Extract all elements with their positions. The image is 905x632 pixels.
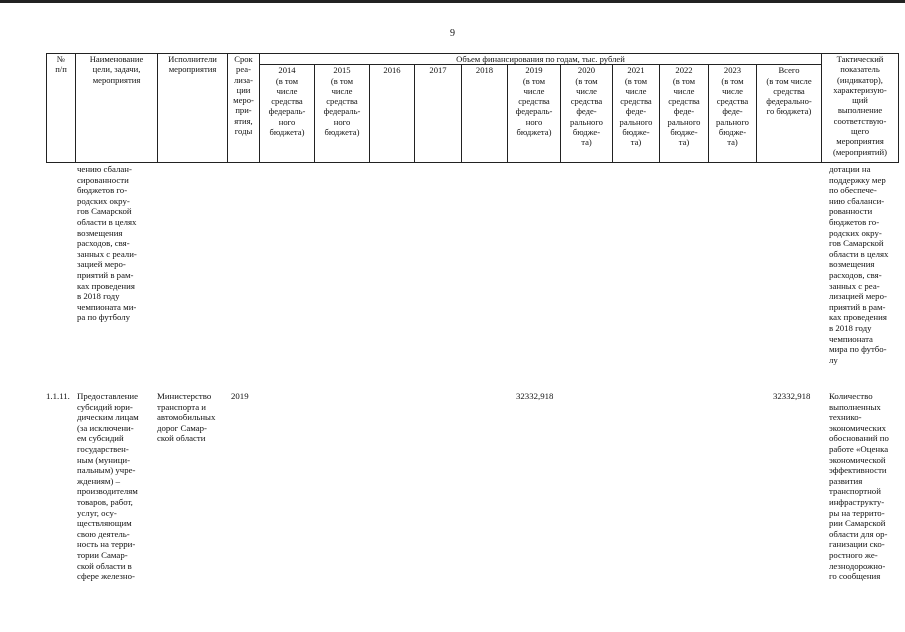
header-year-2022: 2022 (в том числе средства феде- рального бюдже- та) — [660, 65, 709, 163]
header-year-2021: 2021 (в том числе средства феде- рального бюдже- та) — [613, 65, 660, 163]
page-number: 9 — [450, 28, 455, 39]
header-period: Срок реа- лиза- ции меро- при- ятия, годы — [228, 54, 260, 163]
row2-num: 1.1.11. — [46, 391, 70, 401]
row2-amount-total: 32332,918 — [773, 391, 811, 401]
header-year-2015: 2015 (в том числе средства федераль- ного бюджета) — [315, 65, 370, 163]
row2-indicator: Количество выполненных технико- экономических обоснований по работе «Оценка экономической эффективности развития транспортной инфраструкту- ры на террито- рии Самарской области для ор- ганизации ско- ростного же- лезнодорожно- го сообщения — [829, 391, 889, 582]
header-year-2019: 2019 (в том числе средства федераль- ного бюджета) — [508, 65, 561, 163]
row1-name: чению сбалан- сированности бюджетов го- родских окру- гов Самарской области в целях возмещения расходов, свя- занных с реали- зацией меро- приятий в рам- ках проведения в 2018 году чемпионата ми- ра по футболу — [77, 164, 137, 323]
header-year-2016: 2016 — [370, 65, 415, 163]
header-year-2014: 2014 (в том числе средства федераль- ного бюджета) — [260, 65, 315, 163]
header-total: Всего (в том числе средства федерально- го бюджета) — [757, 65, 822, 163]
top-border-line — [0, 0, 905, 3]
header-year-2020: 2020 (в том числе средства феде- рального бюдже- та) — [561, 65, 613, 163]
row2-amount-2019: 32332,918 — [516, 391, 554, 401]
header-num: № п/п — [47, 54, 76, 163]
row2-name: Предоставление субсидий юри- дическим лицам (за исключени- ем субсидий государствен- ным (муници- пальным) учре- ждениям) – производителям товаров, работ, услуг, осу- ществляющим свою деятель- ность на терри- тории Самар- ской области в сфере железно- — [77, 391, 139, 582]
header-funding-title: Объем финансирования по годам, тыс. рублей — [260, 54, 822, 65]
header-year-2018: 2018 — [462, 65, 508, 163]
header-executors: Исполнители мероприятия — [158, 54, 228, 163]
table-header — [46, 53, 899, 163]
row2-period: 2019 — [231, 391, 249, 401]
header-year-2017: 2017 — [415, 65, 462, 163]
row1-indicator: дотации на поддержку мер по обеспече- нию сбаланси- рованности бюджетов го- родских окру- гов Самарской области в целях возмещения расходов, свя- занных с реа- лизацией меро- приятий в рам- ках проведения в 2018 году чемпионата мира по футбо- лу — [829, 164, 889, 365]
row2-executor: Министерство транспорта и автомобильных дорог Самар- ской области — [157, 391, 216, 444]
header-name: Наименование цели, задачи, мероприятия — [76, 54, 158, 163]
header-year-2023: 2023 (в том числе средства феде- рального бюдже- та) — [709, 65, 757, 163]
header-indicator: Тактический показатель (индикатор), характеризую- щий выполнение соответствую- щего мероприятия (мероприятий) — [822, 54, 899, 163]
